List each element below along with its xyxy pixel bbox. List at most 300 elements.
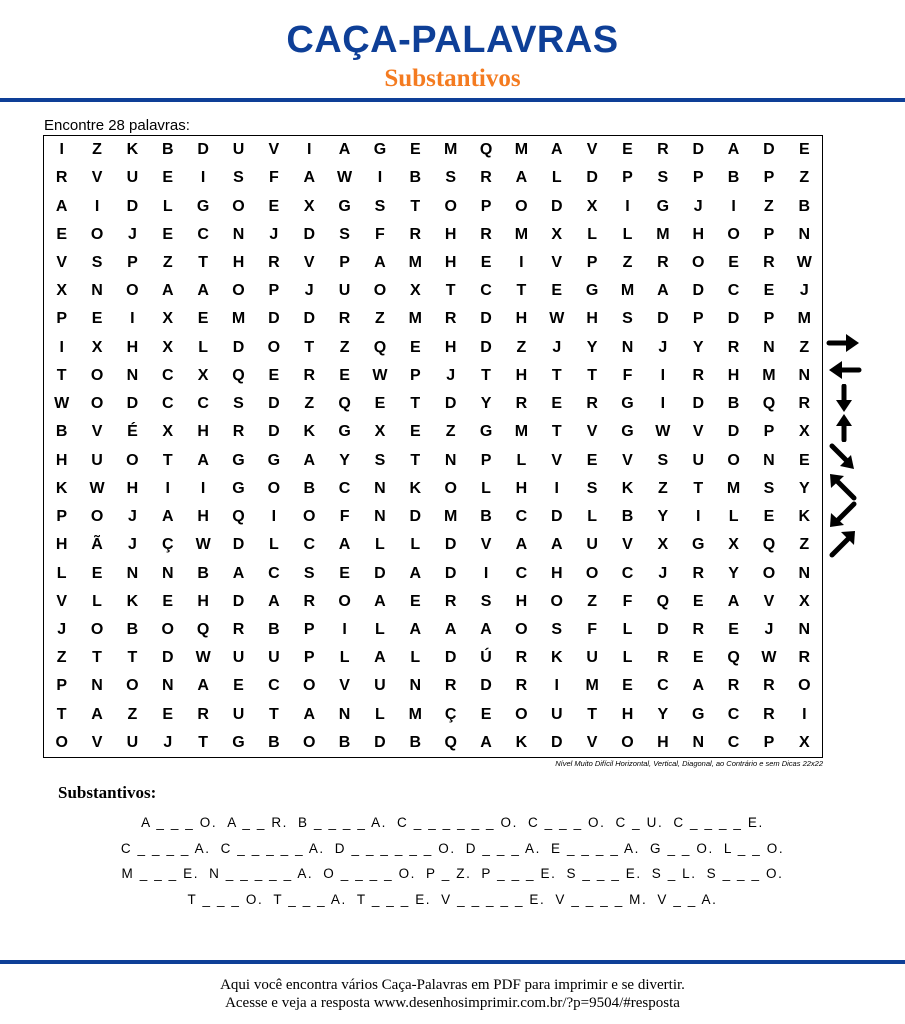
grid-cell: N (798, 225, 811, 243)
grid-cell: U (268, 649, 280, 667)
grid-cell: B (268, 620, 280, 638)
arrow-down-left-icon (826, 500, 862, 530)
grid-cell: C (268, 564, 280, 582)
grid-cell: I (200, 169, 206, 187)
grid-cell: G (338, 197, 351, 215)
grid-cell: I (519, 254, 524, 272)
grid-cell: D (126, 395, 139, 413)
grid-cell: X (409, 282, 421, 300)
arrow-up-left-icon (826, 471, 862, 501)
grid-cell: E (409, 592, 421, 610)
grid-cell: R (763, 254, 775, 272)
grid-cell: I (660, 366, 666, 384)
grid-cell: Z (516, 338, 527, 356)
grid-cell: S (91, 254, 103, 272)
grid-cell: A (338, 141, 351, 159)
grid-cell: M (797, 310, 811, 328)
grid-cell: P (56, 310, 68, 328)
grid-cell: C (338, 479, 351, 497)
grid-cell: X (728, 536, 739, 554)
grid-cell: T (198, 733, 209, 751)
grid-cell: K (515, 733, 528, 751)
grid-cell: K (550, 649, 563, 667)
grid-cell: H (515, 366, 528, 384)
grid-cell: L (410, 536, 421, 554)
grid-cell: P (622, 169, 633, 187)
grid-cell: W (337, 169, 353, 187)
grid-cell: A (91, 705, 103, 723)
grid-cell: O (550, 592, 563, 610)
grid-cell: G (621, 423, 634, 441)
grid-cell: P (480, 197, 492, 215)
grid-cell: O (90, 620, 104, 638)
grid-cell: R (303, 592, 315, 610)
grid-cell: R (657, 649, 669, 667)
grid-cell: T (56, 705, 67, 723)
grid-cell: X (303, 197, 315, 215)
grid-cell: A (55, 197, 68, 215)
grid-cell: A (550, 141, 563, 159)
grid-cell: W (761, 649, 777, 667)
grid-cell: O (90, 366, 104, 384)
grid-cell: W (89, 479, 105, 497)
grid-cell: J (57, 620, 67, 638)
grid-cell: D (374, 564, 386, 582)
grid-cell: J (269, 225, 279, 243)
grid-cell: G (621, 395, 634, 413)
grid-cell: H (515, 592, 528, 610)
grid-cell: J (764, 620, 774, 638)
grid-cell: V (692, 423, 704, 441)
grid-cell: C (161, 395, 174, 413)
grid-cell: X (798, 733, 810, 751)
grid-cell: P (409, 366, 421, 384)
grid-cell: G (338, 423, 351, 441)
grid-cell: R (763, 705, 775, 723)
grid-cell: J (446, 366, 456, 384)
grid-cell: Z (799, 338, 810, 356)
grid-cell: B (55, 423, 68, 441)
grid-cell: S (233, 395, 244, 413)
grid-cell: L (339, 649, 350, 667)
grid-cell: R (268, 254, 280, 272)
grid-cell: D (480, 338, 492, 356)
grid-cell: H (444, 338, 457, 356)
grid-cell: E (91, 564, 103, 582)
grid-cell: R (798, 395, 811, 413)
grid-cell: I (695, 508, 701, 526)
grid-cell: M (408, 310, 422, 328)
grid-cell: O (126, 451, 139, 469)
grid-cell: R (515, 395, 528, 413)
grid-cell: L (551, 169, 562, 187)
grid-cell: H (55, 536, 68, 554)
grid-cell: M (444, 508, 458, 526)
grid-cell: Q (727, 649, 740, 667)
grid-cell: U (126, 169, 139, 187)
grid-cell: H (126, 479, 139, 497)
grid-cell: S (551, 620, 563, 638)
grid-cell: P (763, 423, 775, 441)
word-clue: A _ _ R. (227, 815, 289, 830)
grid-cell: I (200, 479, 206, 497)
grid-cell: I (165, 479, 170, 497)
grid-cell: D (409, 508, 422, 526)
grid-cell: L (162, 197, 173, 215)
word-clue: B _ _ _ _ A. (298, 815, 388, 830)
grid-cell: A (374, 649, 386, 667)
grid-cell: S (657, 169, 669, 187)
grid-cell: S (763, 479, 775, 497)
word-list-heading: Substantivos: (58, 783, 157, 802)
grid-cell: Y (480, 395, 492, 413)
grid-cell: N (798, 564, 811, 582)
word-clue: D _ _ _ A. (465, 840, 541, 856)
grid-cell: O (267, 479, 281, 497)
grid-cell: P (303, 620, 315, 638)
grid-cell: R (798, 649, 811, 667)
footer-line-1: Aqui você encontra vários Caça-Palavras em PDF para imprimir e se divertir. (220, 977, 685, 993)
grid-cell: B (126, 620, 139, 638)
bottom-divider (0, 960, 905, 964)
grid-cell: A (444, 620, 457, 638)
grid-cell: H (657, 733, 669, 751)
grid-cell: L (622, 225, 633, 243)
grid-cell: U (692, 451, 704, 469)
grid-cell: M (585, 677, 599, 695)
word-clue: C _ _ _ _ A. (120, 840, 211, 856)
grid-cell: W (195, 536, 211, 554)
grid-cell: H (197, 423, 209, 441)
grid-cell: O (302, 733, 316, 751)
grid-cell: G (691, 536, 705, 554)
grid-cell: X (91, 338, 103, 356)
grid-cell: V (622, 536, 633, 554)
grid-cell: Z (304, 395, 315, 413)
grid-cell: O (373, 282, 387, 300)
grid-cell: T (410, 197, 421, 215)
grid-cell: Z (127, 705, 138, 723)
grid-cell: D (268, 310, 280, 328)
grid-cell: R (515, 677, 528, 695)
arrow-left-icon (826, 355, 862, 385)
grid-cell: D (232, 338, 245, 356)
grid-cell: A (515, 169, 528, 187)
grid-cell: R (727, 338, 740, 356)
grid-cell: E (56, 225, 68, 243)
grid-cell: K (621, 479, 634, 497)
grid-cell: A (338, 536, 351, 554)
word-clue: P _ _ _ E. (481, 866, 557, 881)
grid-cell: O (515, 197, 528, 215)
grid-cell: V (586, 141, 598, 159)
grid-cell: D (727, 310, 740, 328)
grid-cell: I (130, 310, 135, 328)
page-subtitle: Substantivos (384, 65, 521, 92)
grid-cell: S (374, 451, 386, 469)
grid-cell: K (55, 479, 68, 497)
grid-cell: H (197, 592, 209, 610)
grid-cell: O (515, 620, 528, 638)
grid-cell: L (481, 479, 491, 497)
grid-cell: C (161, 366, 174, 384)
grid-cell: A (161, 282, 174, 300)
grid-cell: X (374, 423, 386, 441)
grid-cell: L (516, 451, 527, 469)
grid-cell: N (126, 564, 139, 582)
grid-cell: P (763, 169, 775, 187)
word-clue: E _ _ _ _ A. (551, 840, 641, 856)
word-clue: S _ _ _ O. (706, 866, 784, 881)
grid-cell: V (763, 592, 775, 610)
grid-cell: V (268, 141, 280, 159)
grid-cell: S (586, 479, 598, 497)
grid-cell: R (197, 705, 209, 723)
grid-cell: X (798, 423, 810, 441)
grid-cell: U (586, 536, 598, 554)
grid-cell: D (303, 225, 315, 243)
grid-cell: C (515, 508, 528, 526)
grid-cell: D (692, 395, 704, 413)
grid-cell: U (374, 677, 386, 695)
grid-cell: I (59, 338, 64, 356)
grid-cell: J (127, 536, 137, 554)
word-clue: O _ _ _ _ O. (323, 866, 417, 881)
grid-cell: M (231, 310, 246, 328)
grid-cell: S (622, 310, 633, 328)
grid-cell: A (727, 141, 740, 159)
grid-cell: Z (622, 254, 633, 272)
grid-cell: P (586, 254, 598, 272)
grid-cell: H (232, 254, 245, 272)
grid-cell: S (657, 451, 669, 469)
grid-cell: U (232, 649, 245, 667)
grid-cell: R (444, 677, 457, 695)
grid-cell: G (479, 423, 493, 441)
grid-cell: A (232, 564, 245, 582)
grid-cell: Ç (444, 705, 457, 723)
grid-cell: A (303, 169, 315, 187)
grid-cell: B (798, 197, 811, 215)
grid-cell: H (621, 705, 634, 723)
grid-cell: R (763, 677, 775, 695)
grid-cell: V (551, 451, 563, 469)
grid-cell: L (375, 620, 385, 638)
grid-cell: D (763, 141, 775, 159)
grid-cell: R (657, 254, 669, 272)
top-divider (0, 98, 905, 102)
grid-cell: I (660, 395, 666, 413)
grid-cell: P (763, 733, 775, 751)
grid-cell: A (161, 508, 174, 526)
grid-cell: G (585, 282, 599, 300)
grid-cell: A (657, 282, 669, 300)
grid-cell: C (480, 282, 492, 300)
grid-cell: D (692, 141, 704, 159)
grid-cell: A (197, 677, 209, 695)
grid-cell: N (161, 564, 174, 582)
grid-cell: M (514, 423, 529, 441)
word-clue: M _ _ _ E. (121, 866, 200, 881)
grid-cell: Q (196, 620, 210, 638)
grid-cell: A (303, 705, 315, 723)
grid-cell: P (480, 451, 492, 469)
grid-cell: N (692, 733, 704, 751)
grid-cell: R (232, 620, 245, 638)
grid-cell: O (90, 225, 104, 243)
grid-cell: M (408, 705, 422, 723)
grid-cell: B (621, 508, 634, 526)
grid-cell: R (409, 225, 422, 243)
grid-cell: N (409, 677, 422, 695)
grid-cell: I (802, 705, 807, 723)
grid-cell: T (410, 451, 421, 469)
grid-cell: E (409, 338, 421, 356)
grid-cell: I (554, 677, 559, 695)
word-clue: C _ _ _ _ _ _ O. (397, 815, 518, 830)
arrow-down-right-icon (826, 442, 862, 472)
word-search-grid (44, 136, 822, 757)
grid-cell: T (587, 705, 598, 723)
grid-cell: A (197, 451, 209, 469)
grid-cell: K (409, 479, 422, 497)
grid-cell: K (303, 423, 315, 441)
grid-cell: T (516, 282, 527, 300)
grid-cell: A (409, 564, 422, 582)
grid-cell: E (409, 423, 421, 441)
grid-cell: E (692, 592, 704, 610)
grid-cell: B (409, 169, 422, 187)
grid-cell: B (727, 169, 740, 187)
word-clue: T _ _ _ A. (273, 891, 347, 907)
grid-cell: N (232, 225, 245, 243)
grid-cell: F (339, 508, 350, 526)
grid-cell: R (480, 225, 492, 243)
clue-line (40, 810, 865, 836)
grid-cell: W (195, 649, 211, 667)
grid-cell: J (799, 282, 809, 300)
grid-cell: A (374, 592, 386, 610)
grid-cell: N (763, 338, 775, 356)
grid-cell: T (551, 366, 562, 384)
grid-cell: H (727, 366, 740, 384)
grid-cell: Y (798, 479, 810, 497)
grid-cell: V (586, 423, 598, 441)
grid-cell: O (232, 282, 245, 300)
grid-cell: B (197, 564, 209, 582)
grid-cell: E (763, 282, 775, 300)
grid-cell: K (798, 508, 811, 526)
grid-cell: H (586, 310, 598, 328)
grid-cell: N (91, 677, 103, 695)
grid-cell: C (303, 536, 315, 554)
grid-cell: M (408, 254, 422, 272)
grid-cell: R (480, 169, 492, 187)
grid-cell: J (658, 564, 668, 582)
word-clue: C _ _ _ O. (527, 815, 606, 830)
grid-cell: D (374, 733, 386, 751)
grid-cell: I (94, 197, 100, 215)
grid-cell: A (409, 620, 422, 638)
grid-cell: O (126, 282, 139, 300)
grid-cell: V (586, 733, 598, 751)
difficulty-note: Nível Muito Difícil Horizontal, Vertical, Diagonal, ao Contrário e sem Dicas 22x22 (555, 759, 823, 768)
grid-cell: O (302, 677, 316, 695)
grid-cell: M (656, 225, 670, 243)
grid-cell: T (162, 451, 173, 469)
grid-cell: N (374, 479, 386, 497)
word-clue: S _ _ _ E. (566, 866, 642, 881)
grid-cell: G (656, 197, 670, 215)
grid-cell: L (587, 508, 598, 526)
grid-cell: E (728, 620, 739, 638)
grid-cell: L (587, 225, 598, 243)
grid-cell: E (798, 451, 810, 469)
grid-cell: D (232, 592, 245, 610)
grid-cell: O (762, 564, 776, 582)
grid-cell: E (480, 705, 492, 723)
grid-cell: H (444, 225, 457, 243)
grid-cell: H (197, 508, 209, 526)
grid-cell: V (56, 254, 68, 272)
grid-cell: E (551, 395, 563, 413)
grid-cell: V (56, 592, 68, 610)
grid-cell: U (550, 705, 563, 723)
grid-cell: P (56, 677, 68, 695)
grid-cell: X (657, 536, 669, 554)
grid-cell: X (162, 338, 174, 356)
grid-cell: R (338, 310, 351, 328)
grid-cell: A (268, 592, 280, 610)
word-clue: P _ Z. (426, 866, 472, 881)
grid-cell: Z (375, 310, 385, 328)
grid-cell: J (552, 338, 562, 356)
word-clue: C _ U. (615, 815, 664, 830)
grid-cell: A (550, 536, 563, 554)
grid-cell: E (763, 508, 775, 526)
grid-cell: A (692, 677, 704, 695)
clue-line (40, 887, 865, 913)
grid-cell: C (621, 564, 634, 582)
grid-cell: M (762, 366, 776, 384)
grid-cell: O (691, 254, 705, 272)
grid-cell: J (658, 338, 668, 356)
word-clue: L _ _ O. (723, 840, 785, 856)
grid-cell: C (657, 677, 669, 695)
grid-cell: L (622, 620, 633, 638)
grid-cell: O (302, 508, 316, 526)
grid-cell: G (232, 733, 245, 751)
grid-cell: D (232, 536, 245, 554)
grid-cell: L (375, 536, 385, 554)
grid-cell: E (162, 705, 174, 723)
grid-cell: J (127, 225, 137, 243)
grid-cell: P (339, 254, 350, 272)
grid-cell: T (304, 338, 315, 356)
grid-cell: E (409, 141, 421, 159)
grid-cell: R (692, 620, 704, 638)
grid-cell: M (444, 141, 458, 159)
arrow-right-icon (826, 328, 862, 358)
grid-cell: U (232, 705, 245, 723)
grid-cell: B (268, 733, 280, 751)
grid-cell: D (480, 310, 492, 328)
grid-cell: O (161, 620, 174, 638)
grid-cell: I (377, 169, 383, 187)
grid-cell: H (55, 451, 68, 469)
grid-cell: Ã (91, 536, 103, 554)
grid-cell: D (444, 564, 457, 582)
